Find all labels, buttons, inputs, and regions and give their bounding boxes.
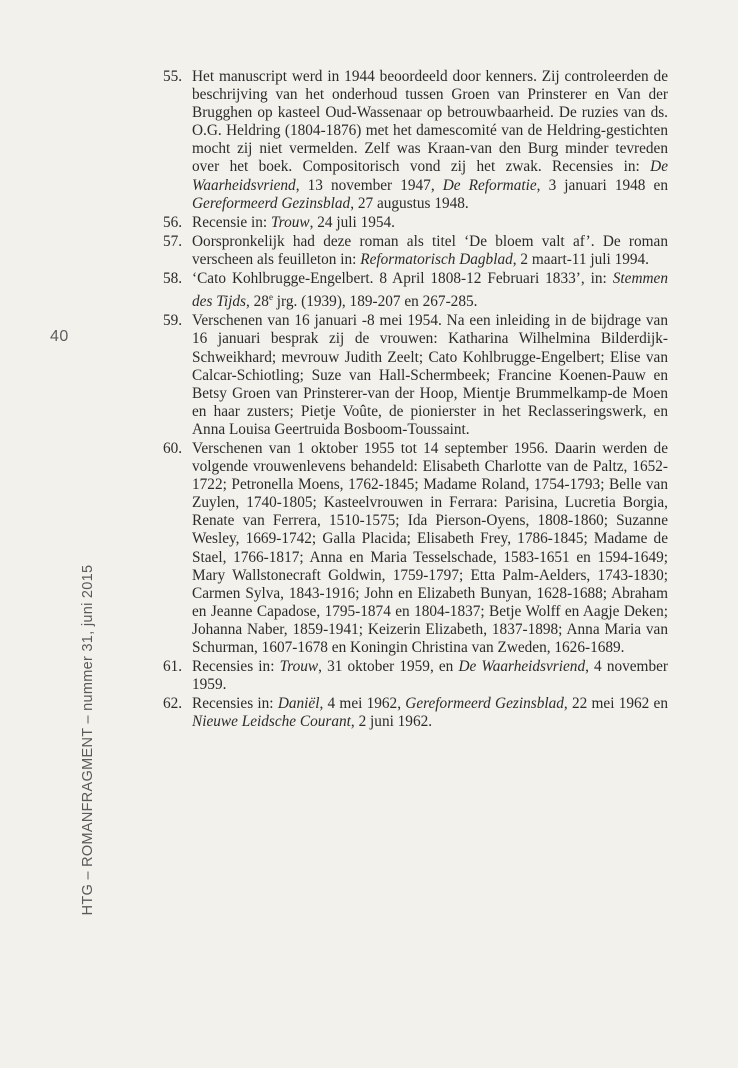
footnote-59 [163,312,668,439]
footnote-57 [163,233,668,269]
footnote-62 [163,695,668,731]
footnote-number: 55. [163,68,183,85]
footnote-56 [163,214,668,232]
footnote-61 [163,658,668,694]
footnote-text: Recensies in: Trouw, 31 oktober 1959, en De Waarheidsvriend, 4 november 1959. [192,658,668,694]
footnote-text: Recensies in: Daniël, 4 mei 1962, Gereformeerd Gezinsblad, 22 mei 1962 en Nieuwe Leidsche Courant, 2 juni 1962. [192,695,668,731]
footnote-number: 62. [163,695,183,713]
footnote-number: 57. [163,232,183,250]
footnote-number: 60. [163,439,183,457]
footnote-text: Het manuscript werd in 1944 beoordeeld door kenners. Zij controleerden de beschrijving van het onderhoud tussen Groen van Prinsterer en Van der Brugghen op kasteel Oud-Wassenaar op betrouwbaarheid. De ruzies van ds. O.G. Heldring (1804-1876) met het damescomité van de Heldring-gestichten mocht zij niet vermelden. Zelf was Kraan-van den Burg minder tevreden over het boek. Compositorisch vond zij het zwak. Recensies in: De Waarheidsvriend, 13 november 1947, De Reformatie, 3 januari 1948 en Gereformeerd Gezinsblad, 27 augustus 1948. [192,68,668,212]
footnote-text: Recensie in: Trouw, 24 juli 1954. [192,213,395,231]
footnote-text: Verschenen van 16 januari -8 mei 1954. Na een inleiding in de bijdrage van 16 januari besprak zij de vrouwen: Katharina Wilhelmina Bilderdijk-Schweikhard; mevrouw Judith Zeelt; Cato Kohlbrugge-Engelbert; Elise van Calcar-Schiotling; Suze van Hall-Schermbeek; Francine Koenen-Pauw en Betsy Groen van Prinsterer-van der Hoop, Mientje Brummelkamp-de Moen en haar zusters; Pietje Voûte, de pionierster in het Reclasseringswerk, en Anna Louisa Geertruida Bosboom-Toussaint. [192,312,668,438]
footnote-number: 58. [163,270,183,288]
page-number: 40 [50,328,69,345]
footnote-number: 61. [163,658,183,676]
footnotes-list [163,68,668,732]
footnote-55 [163,68,668,213]
footnote-number: 56. [163,213,183,231]
footnote-text: Verschenen van 1 oktober 1955 tot 14 september 1956. Daarin werden de volgende vrouwenlevens behandeld: Elisabeth Charlotte van de Paltz, 1652-1722; Petronella Moens, 1762-1845; Madame Roland, 1754-1793; Belle van Zuylen, 1740-1805; Kasteelvrouwen in Ferrara: Parisina, Lucretia Borgia, Renate van Ferrera, 1510-1575; Ida Pierson-Oyens, 1808-1860; Suzanne Wesley, 1669-1742; Galla Placida; Elisabeth Frey, 1786-1845; Madame de Stael, 1766-1817; Anna en Maria Tesselschade, 1583-1651 en 1594-1649; Mary Wallstonecraft Goldwin, 1759-1797; Etta Palm-Aelders, 1743-1830; Carmen Sylva, 1843-1916; John en Elizabeth Bunyan, 1628-1688; Abraham en Jeanne Capadose, 1795-1874 en 1804-1837; Betje Wolff en Aagje Deken; Johanna Naber, 1859-1941; Keizerin Elizabeth, 1837-1898; Anna Maria van Schurman, 1607-1678 en Koningin Christina van Zweden, 1626-1689. [192,439,668,656]
footnote-58 [163,270,668,311]
footnote-number: 59. [163,312,183,330]
footnote-text: ‘Cato Kohlbrugge-Engelbert. 8 April 1808-12 Februari 1833’, in: Stemmen des Tijds, 28e jrg. (1939), 189-207 en 267-285. [192,270,668,311]
footnote-60 [163,440,668,657]
footnote-text: Oorspronkelijk had deze roman als titel ‘De bloem valt af’. De roman verscheen als feuilleton in: Reformatorisch Dagblad, 2 maart-11 juli 1994. [192,232,668,268]
running-head: HTG – ROMANFRAGMENT – nummer 31, juni 2015 [80,564,96,916]
